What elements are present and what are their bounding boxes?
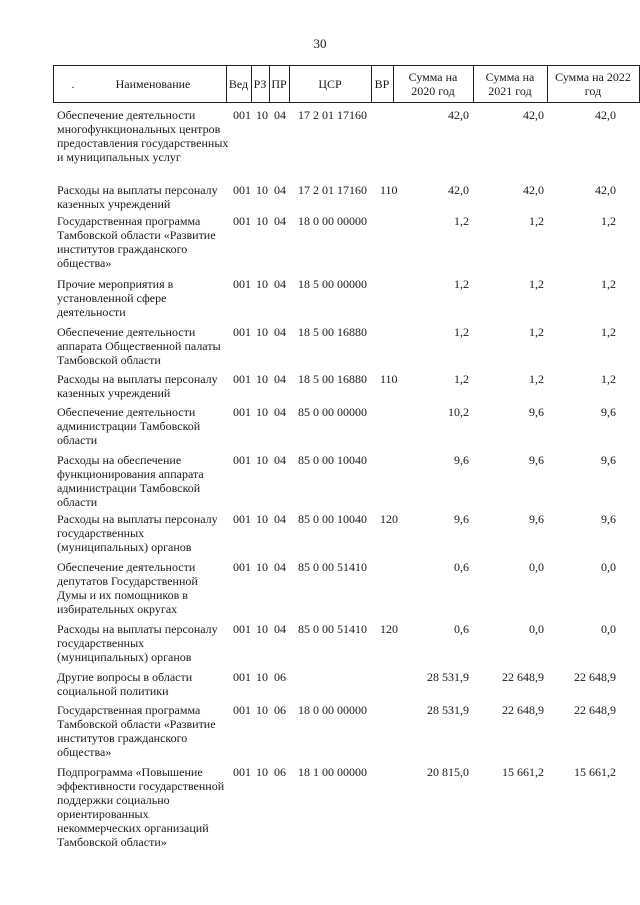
row-rz: 10: [256, 325, 268, 339]
row-sum-2021: 42,0: [523, 108, 544, 122]
row-sum-2022: 1,2: [601, 277, 616, 291]
row-csr: 18 0 00 00000: [298, 703, 367, 717]
header-sum-2021: Сумма на 2021 год: [485, 70, 535, 98]
row-sum-2020: 28 531,9: [427, 703, 469, 717]
row-pr: 04: [274, 453, 286, 467]
row-name: Обеспечение деятельности депутатов Государственной Думы и их помощников в избирательных округах: [57, 560, 198, 616]
row-ved: 001: [233, 512, 251, 526]
row-rz: 10: [256, 765, 268, 779]
row-pr: 04: [274, 622, 286, 636]
row-ved: 001: [233, 277, 251, 291]
row-sum-2022: 15 661,2: [574, 765, 616, 779]
row-sum-2021: 9,6: [529, 453, 544, 467]
row-ved: 001: [233, 108, 251, 122]
row-rz: 10: [256, 703, 268, 717]
row-ved: 001: [233, 622, 251, 636]
row-sum-2021: 15 661,2: [502, 765, 544, 779]
row-rz: 10: [256, 622, 268, 636]
row-sum-2022: 1,2: [601, 214, 616, 228]
row-sum-2020: 1,2: [454, 214, 469, 228]
row-vr: 110: [380, 372, 398, 386]
row-sum-2022: 22 648,9: [574, 670, 616, 684]
row-sum-2020: 42,0: [448, 183, 469, 197]
row-ved: 001: [233, 325, 251, 339]
row-csr: 18 0 00 00000: [298, 214, 367, 228]
row-sum-2022: 0,0: [601, 560, 616, 574]
row-sum-2020: 0,6: [454, 622, 469, 636]
header-csr: ЦСР: [318, 77, 342, 91]
header-ved: Вед: [228, 77, 249, 91]
header-bullet: .: [71, 77, 75, 91]
row-name: Расходы на выплаты персоналу государственных (муниципальных) органов: [57, 622, 218, 664]
row-ved: 001: [233, 183, 251, 197]
row-sum-2022: 42,0: [595, 108, 616, 122]
row-rz: 10: [256, 108, 268, 122]
row-ved: 001: [233, 214, 251, 228]
row-name: Расходы на выплаты персоналу казенных учреждений: [57, 183, 218, 211]
row-csr: 85 0 00 10040: [298, 512, 367, 526]
row-pr: 06: [274, 670, 286, 684]
row-csr: 85 0 00 10040: [298, 453, 367, 467]
row-rz: 10: [256, 512, 268, 526]
row-sum-2020: 20 815,0: [427, 765, 469, 779]
row-name: Обеспечение деятельности аппарата Общественной палаты Тамбовской области: [57, 325, 221, 367]
row-sum-2020: 1,2: [454, 277, 469, 291]
row-sum-2021: 22 648,9: [502, 703, 544, 717]
row-name: Обеспечение деятельности многофункциональных центров предоставления государственных и муниципальных услуг: [57, 108, 229, 164]
header-sum-2020: Сумма на 2020 год: [408, 70, 458, 98]
row-sum-2021: 0,0: [529, 560, 544, 574]
row-sum-2021: 1,2: [529, 277, 544, 291]
row-sum-2020: 1,2: [454, 325, 469, 339]
row-sum-2021: 1,2: [529, 372, 544, 386]
row-sum-2022: 1,2: [601, 372, 616, 386]
row-sum-2022: 42,0: [595, 183, 616, 197]
row-sum-2021: 22 648,9: [502, 670, 544, 684]
row-sum-2021: 9,6: [529, 405, 544, 419]
row-sum-2021: 9,6: [529, 512, 544, 526]
row-csr: 18 5 00 16880: [298, 325, 367, 339]
row-ved: 001: [233, 372, 251, 386]
row-rz: 10: [256, 277, 268, 291]
row-rz: 10: [256, 183, 268, 197]
row-vr: 120: [380, 622, 398, 636]
row-pr: 04: [274, 214, 286, 228]
row-sum-2020: 0,6: [454, 560, 469, 574]
row-rz: 10: [256, 405, 268, 419]
row-name: Расходы на выплаты персоналу казенных учреждений: [57, 372, 218, 400]
row-rz: 10: [256, 372, 268, 386]
row-pr: 04: [274, 560, 286, 574]
row-csr: 17 2 01 17160: [298, 183, 367, 197]
row-pr: 04: [274, 325, 286, 339]
header-name: Наименование: [115, 77, 191, 91]
row-sum-2022: 9,6: [601, 453, 616, 467]
row-sum-2020: 10,2: [448, 405, 469, 419]
row-pr: 04: [274, 277, 286, 291]
row-sum-2022: 22 648,9: [574, 703, 616, 717]
row-ved: 001: [233, 765, 251, 779]
row-pr: 04: [274, 372, 286, 386]
row-csr: 17 2 01 17160: [298, 108, 367, 122]
row-name: Обеспечение деятельности администрации Тамбовской области: [57, 405, 201, 447]
row-pr: 04: [274, 405, 286, 419]
row-sum-2021: 0,0: [529, 622, 544, 636]
row-ved: 001: [233, 560, 251, 574]
row-name: Расходы на выплаты персоналу государственных (муниципальных) органов: [57, 512, 218, 554]
header-sum-2022: Сумма на 2022 год: [555, 70, 631, 98]
row-pr: 04: [274, 183, 286, 197]
row-pr: 06: [274, 765, 286, 779]
row-vr: 110: [380, 183, 398, 197]
row-csr: 18 1 00 00000: [298, 765, 367, 779]
row-csr: 85 0 00 51410: [298, 622, 367, 636]
row-csr: 85 0 00 51410: [298, 560, 367, 574]
row-vr: 120: [380, 512, 398, 526]
row-sum-2022: 9,6: [601, 405, 616, 419]
row-name: Государственная программа Тамбовской области «Развитие институтов гражданского общества»: [57, 703, 216, 759]
row-csr: 18 5 00 16880: [298, 372, 367, 386]
row-rz: 10: [256, 214, 268, 228]
row-pr: 04: [274, 108, 286, 122]
row-sum-2022: 0,0: [601, 622, 616, 636]
row-name: Расходы на обеспечение функционирования аппарата администрации Тамбовской области: [57, 453, 204, 509]
row-pr: 06: [274, 703, 286, 717]
row-sum-2020: 28 531,9: [427, 670, 469, 684]
row-sum-2021: 1,2: [529, 214, 544, 228]
row-rz: 10: [256, 453, 268, 467]
row-ved: 001: [233, 453, 251, 467]
row-name: Государственная программа Тамбовской области «Развитие институтов гражданского общества»: [57, 214, 216, 270]
header-vr: ВР: [374, 77, 390, 91]
row-name: Другие вопросы в области социальной политики: [57, 670, 193, 698]
row-sum-2022: 1,2: [601, 325, 616, 339]
row-sum-2020: 1,2: [454, 372, 469, 386]
row-sum-2020: 9,6: [454, 512, 469, 526]
table-header: [53, 65, 640, 103]
row-csr: 18 5 00 00000: [298, 277, 367, 291]
row-ved: 001: [233, 703, 251, 717]
row-name: Подпрограмма «Повышение эффективности государственной поддержки социально ориентированных некоммерческих организаций Тамбовской области»: [57, 765, 225, 849]
page-number: 30: [313, 36, 327, 51]
row-sum-2020: 9,6: [454, 453, 469, 467]
row-pr: 04: [274, 512, 286, 526]
header-pr: ПР: [271, 77, 287, 91]
row-ved: 001: [233, 670, 251, 684]
row-csr: 85 0 00 00000: [298, 405, 367, 419]
header-rz: РЗ: [253, 77, 267, 91]
row-sum-2020: 42,0: [448, 108, 469, 122]
row-rz: 10: [256, 670, 268, 684]
row-sum-2021: 1,2: [529, 325, 544, 339]
row-sum-2021: 42,0: [523, 183, 544, 197]
row-sum-2022: 9,6: [601, 512, 616, 526]
row-rz: 10: [256, 560, 268, 574]
row-ved: 001: [233, 405, 251, 419]
row-name: Прочие мероприятия в установленной сфере деятельности: [57, 277, 174, 319]
